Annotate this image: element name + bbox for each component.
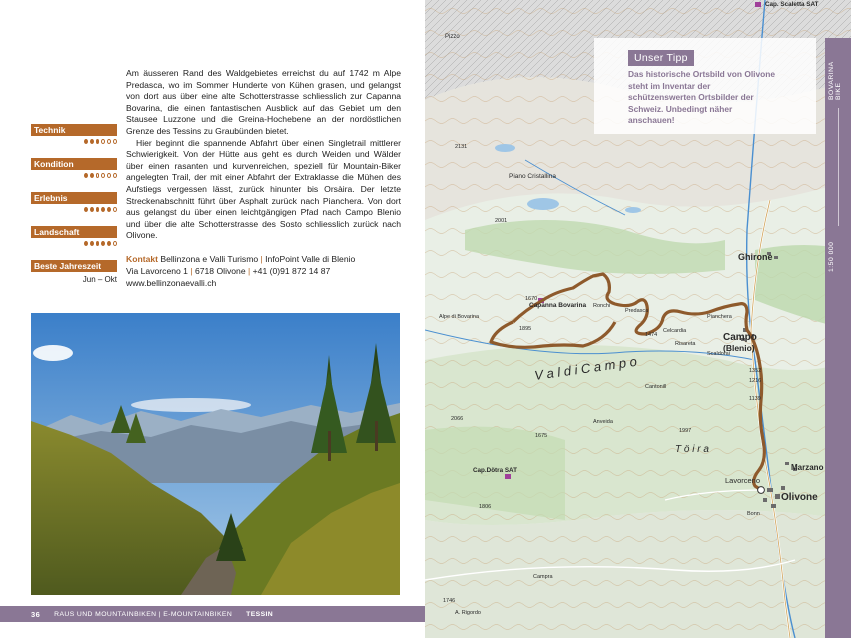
- rating-label: Kondition: [31, 158, 117, 170]
- map-label-blenio: (Blenio): [723, 343, 755, 353]
- map-label-bonn: Bonn: [747, 511, 760, 517]
- map-label-pizzo: Pizzo: [445, 34, 460, 40]
- rating-dot-filled: [84, 241, 88, 246]
- rating-dot-empty: [113, 173, 117, 178]
- rating-dot-filled: [101, 207, 105, 212]
- rating-dots: [31, 139, 117, 144]
- map-elev-1997: 1997: [679, 428, 692, 434]
- season-value: Jun – Okt: [82, 275, 117, 284]
- map-elev-2131: 2131: [455, 144, 468, 150]
- contact-phone: +41 (0)91 872 14 87: [252, 266, 331, 276]
- paragraph: Am äusseren Rand des Waldgebietes erreichst du auf 1742 m Alpe Predasca, wo im Sommer Hunderte von Kühen grasen, und gelangst von dort aus über eine alte Schotterstrasse schliesslich zur Capanna Bovarina, die einen fantastischen Ausblick auf das Gebiet um den Stausee Luzzone und die Greina-Hochebene an der nordöstlichen Grenze des Tessins zu Graubünden bietet.: [126, 68, 401, 136]
- tip-text: Das historische Ortsbild von Olivone steht im Inventar der schützenswerten Ortsbilder der Schweiz. Unbedingt näher anschauen!: [628, 69, 776, 126]
- rating-dot-filled: [84, 173, 88, 178]
- page-footer: [0, 606, 425, 622]
- rating-dot-filled: [107, 207, 111, 212]
- rating-dot-empty: [113, 241, 117, 246]
- contact-org: InfoPoint Valle di Blenio: [265, 254, 356, 264]
- map-label-val-di-campo: V a l d i C a m p o: [533, 353, 638, 383]
- ratings-panel: [31, 124, 117, 298]
- rating-dot-empty: [101, 173, 105, 178]
- contact-info: [126, 253, 406, 289]
- map-elev-1216: 1216: [749, 378, 762, 384]
- map-label-risareta: Risareta: [675, 341, 696, 347]
- map-label-capanna-bovarina: Capanna Bovarina: [529, 302, 587, 309]
- rating-dots: [31, 207, 117, 212]
- map-label-cap-scaletta: Cap. Scaletta SAT: [765, 1, 819, 8]
- map-label-cantonill: Cantonill: [645, 384, 667, 390]
- contact-org: Bellinzona e Valli Turismo: [160, 254, 259, 264]
- rating-erlebnis: [31, 192, 117, 212]
- rating-dots: [31, 173, 117, 178]
- map-label-marzano: Marzano: [791, 463, 824, 472]
- map-elev-1675: 1675: [535, 433, 548, 439]
- side-tab-title: BOVARINA BIKE: [828, 61, 842, 100]
- map-scale: 1:50 000: [828, 241, 835, 272]
- contact-city: 6718 Olivone: [194, 266, 246, 276]
- contact-street: Via Lavorceno 1: [126, 266, 188, 276]
- rating-label: Erlebnis: [31, 192, 117, 204]
- map-elev-2001: 2001: [495, 218, 508, 224]
- rating-dot-empty: [101, 139, 105, 144]
- map-label-alp-rigordo: A. Rigordo: [455, 610, 481, 616]
- map-label-cap-dotra: Cap.Dötra SAT: [473, 467, 517, 474]
- rating-dot-empty: [113, 207, 117, 212]
- map-label-predasca: Predasca: [625, 308, 649, 314]
- rating-dot-empty: [96, 173, 100, 178]
- map-elev-1806: 1806: [479, 504, 492, 510]
- rating-dot-filled: [90, 207, 94, 212]
- map-elev-1139: 1139: [749, 396, 761, 402]
- article-body: [126, 68, 401, 242]
- map-elev-1895: 1895: [519, 326, 532, 332]
- rating-kondition: [31, 158, 117, 178]
- map-elev-1670: 1670: [525, 296, 538, 302]
- rating-dot-filled: [90, 241, 94, 246]
- map-label-pianchera: Pianchera: [707, 314, 732, 320]
- rating-dot-filled: [96, 139, 100, 144]
- map-label-ronchi: Ronchi: [593, 303, 611, 309]
- left-page: [0, 0, 425, 638]
- landscape-photo: [31, 313, 400, 595]
- map-label-piano-cristallina: Piano Cristallina: [509, 173, 556, 180]
- rating-dots: [31, 241, 117, 246]
- contact-website[interactable]: www.bellinzonaevalli.ch: [126, 278, 217, 288]
- rating-dot-filled: [96, 207, 100, 212]
- footer-section: RAUS UND MOUNTAINBIKEN | E-MOUNTAINBIKEN: [54, 610, 233, 618]
- separator: |: [190, 266, 193, 276]
- separator: |: [248, 266, 251, 276]
- map-label-alpe-bovarina: Alpe di Bovarina: [439, 314, 480, 320]
- rating-label: Landschaft: [31, 226, 117, 238]
- separator: |: [260, 254, 263, 264]
- contact-label: Kontakt: [126, 254, 158, 264]
- side-tab-divider: [838, 108, 839, 226]
- map-elev-1746: 1746: [443, 598, 456, 604]
- best-season: [31, 260, 117, 284]
- rating-dot-filled: [90, 173, 94, 178]
- rating-dot-filled: [96, 241, 100, 246]
- map-label-campo: Campo: [723, 332, 757, 343]
- rating-dot-filled: [101, 241, 105, 246]
- map-label-toira: T ö i r a: [675, 444, 709, 455]
- paragraph: Hier beginnt die spannende Abfahrt über einen Singletrail mittlerer Schwierigkeit. Von der Hütte aus geht es durch Weiden und Wälder über einen rasanten und kurvenreichen, speziell für Mountain-Biker angelegten Trail, der mit einer Abfahrt der Extraklasse die Mühen des Aufstiegs vergessen lässt, zurück hinunter bis Orsàira. Der letzte Streckenabschnitt führt über Asphalt zurück nach Pianchera. Von dort aus gelangst du über einen leichtgängigen Pfad nach Campo Blenio und über die alte Schotterstrasse des Sosto schliesslich zurück nach Olivone.: [126, 137, 401, 241]
- season-label: Beste Jahreszeit: [31, 260, 117, 272]
- map-label-scaldorai: Scaldorai: [707, 351, 730, 357]
- rating-dot-empty: [113, 139, 117, 144]
- rating-dot-filled: [84, 207, 88, 212]
- map-label-celcardia: Celcardia: [663, 328, 687, 334]
- map-label-lavorceno: Lavorceno: [725, 476, 761, 485]
- rating-dot-filled: [107, 241, 111, 246]
- tip-heading: Unser Tipp: [628, 50, 694, 66]
- map-elev-2066: 2066: [451, 416, 464, 422]
- rating-label: Technik: [31, 124, 117, 136]
- map-label-campra: Campra: [533, 574, 553, 580]
- rating-landschaft: [31, 226, 117, 246]
- map-elev-1352: 1352: [749, 368, 762, 374]
- map-elev-1474: 1474: [645, 332, 658, 338]
- rating-technik: [31, 124, 117, 144]
- footer-region: TESSIN: [246, 610, 274, 618]
- page-number: 36: [31, 609, 41, 619]
- rating-dot-filled: [90, 139, 94, 144]
- rating-dot-empty: [107, 139, 111, 144]
- map-label-olivone: Olivone: [781, 492, 818, 503]
- rating-dot-empty: [107, 173, 111, 178]
- map-label-ghirone: Ghirone: [738, 252, 773, 262]
- map-label-anveida: Anveida: [593, 419, 613, 425]
- rating-dot-filled: [84, 139, 88, 144]
